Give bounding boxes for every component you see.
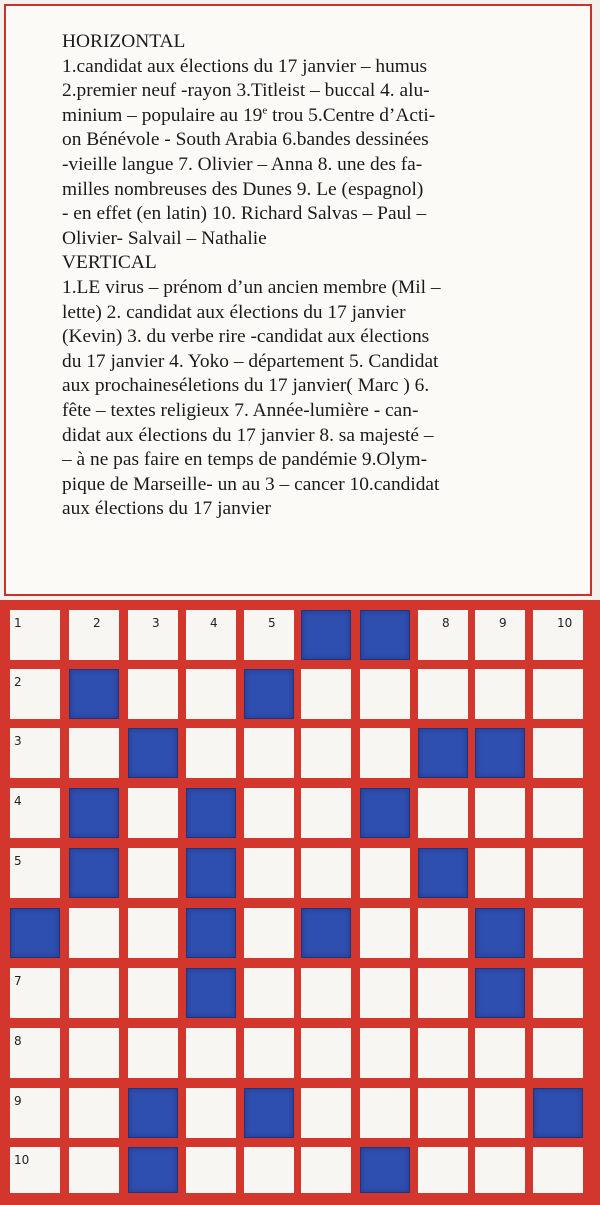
cell-number: 3: [152, 616, 160, 630]
grid-cell[interactable]: [533, 788, 583, 838]
grid-cell[interactable]: [128, 968, 178, 1018]
grid-cell[interactable]: [360, 908, 410, 958]
vertical-clue-line-5: aux prochaineséletions du 17 janvier( Marc ) 6.: [62, 375, 430, 397]
grid-cell[interactable]: [244, 788, 294, 838]
grid-cell[interactable]: [128, 788, 178, 838]
grid-cell[interactable]: [128, 669, 178, 719]
black-cell: [69, 788, 119, 838]
grid-cell[interactable]: [301, 848, 351, 898]
vertical-clue-line-3: (Kevin) 3. du verbe rire -candidat aux élections: [62, 326, 430, 348]
grid-cell[interactable]: [128, 908, 178, 958]
grid-cell[interactable]: [244, 1028, 294, 1078]
black-cell: [244, 669, 294, 719]
cell-number: 10: [14, 1153, 30, 1167]
cell-number: 9: [14, 1094, 22, 1108]
grid-cell[interactable]: [533, 610, 583, 660]
horizontal-clue-line-7: - en effet (en latin) 10. Richard Salvas – Paul –: [62, 203, 427, 225]
grid-cell[interactable]: [360, 1028, 410, 1078]
grid-cell[interactable]: [533, 848, 583, 898]
grid-cell[interactable]: [360, 848, 410, 898]
horizontal-clue-line-3: [62, 104, 572, 129]
grid-cell[interactable]: [69, 728, 119, 778]
cell-number: 9: [499, 616, 507, 630]
cell-number: 7: [14, 974, 22, 988]
grid-cell[interactable]: [418, 1147, 468, 1193]
black-cell: [301, 610, 351, 660]
grid-cell[interactable]: [533, 908, 583, 958]
cell-number: 4: [210, 616, 218, 630]
grid-cell[interactable]: [301, 1088, 351, 1138]
grid-cell[interactable]: [475, 1147, 525, 1193]
grid-cell[interactable]: [186, 669, 236, 719]
grid-cell[interactable]: [244, 728, 294, 778]
grid-cell[interactable]: [475, 610, 525, 660]
grid-cell[interactable]: [418, 610, 468, 660]
grid-cell[interactable]: [360, 669, 410, 719]
cell-number: 8: [442, 616, 450, 630]
vertical-clue-line-2: lette) 2. candidat aux élections du 17 janvier: [62, 301, 406, 323]
grid-cell[interactable]: [418, 1028, 468, 1078]
horizontal-clues: [62, 55, 572, 252]
grid-cell[interactable]: [475, 848, 525, 898]
grid-cell[interactable]: [10, 968, 60, 1018]
grid-cell[interactable]: [244, 1147, 294, 1193]
black-cell: [360, 1147, 410, 1193]
black-cell: [128, 728, 178, 778]
grid-cell[interactable]: [69, 968, 119, 1018]
grid-cell[interactable]: [418, 788, 468, 838]
horizontal-clue-line-8: Olivier- Salvail – Nathalie: [62, 227, 267, 249]
cell-number: 3: [14, 734, 22, 748]
grid-cell[interactable]: [69, 610, 119, 660]
grid-cell[interactable]: [533, 728, 583, 778]
grid-cell[interactable]: [244, 968, 294, 1018]
grid-cell[interactable]: [533, 968, 583, 1018]
horizontal-clue-line-3-main: minium – populaire au 19: [62, 104, 263, 126]
grid-cell[interactable]: [128, 848, 178, 898]
grid-cell[interactable]: [69, 1088, 119, 1138]
grid-cell[interactable]: [533, 1147, 583, 1193]
grid-cell[interactable]: [186, 1028, 236, 1078]
grid-cell[interactable]: [418, 1088, 468, 1138]
grid-cell[interactable]: [69, 1147, 119, 1193]
grid-cell[interactable]: [301, 669, 351, 719]
black-cell: [186, 968, 236, 1018]
horizontal-clue-line-1: 1.candidat aux élections du 17 janvier – humus: [62, 55, 428, 77]
grid-cell[interactable]: [10, 669, 60, 719]
grid-cell[interactable]: [533, 669, 583, 719]
grid-cell[interactable]: [475, 788, 525, 838]
black-cell: [128, 1147, 178, 1193]
superscript-e: e: [262, 104, 268, 117]
horizontal-clue-line-5: -vieille langue 7. Olivier – Anna 8. une des fa-: [62, 153, 423, 175]
vertical-clue-line-8: – à ne pas faire en temps de pandémie 9.Olym-: [62, 449, 428, 471]
vertical-clue-line-1: 1.LE virus – prénom d’un ancien membre (Mil –: [62, 276, 441, 298]
vertical-clues: [62, 276, 572, 522]
grid-cell[interactable]: [301, 728, 351, 778]
grid-cell[interactable]: [533, 1028, 583, 1078]
cell-number: 5: [14, 854, 22, 868]
cell-number: 8: [14, 1034, 22, 1048]
cell-number: 5: [268, 616, 276, 630]
grid-cell[interactable]: [10, 728, 60, 778]
grid-cell[interactable]: [10, 610, 60, 660]
crossword-grid: [0, 600, 600, 1205]
grid-cell[interactable]: [186, 728, 236, 778]
horizontal-clue-line-3-tail: trou 5.Centre d’Acti-: [267, 104, 436, 126]
black-cell: [418, 728, 468, 778]
vertical-clue-line-6: fête – textes religieux 7. Année-lumière - can-: [62, 399, 419, 421]
grid-cell[interactable]: [186, 1147, 236, 1193]
grid-cell[interactable]: [418, 968, 468, 1018]
grid-cell[interactable]: [418, 908, 468, 958]
grid-cell[interactable]: [10, 848, 60, 898]
grid-cell[interactable]: [475, 1028, 525, 1078]
cell-number: 2: [14, 675, 22, 689]
horizontal-clue-line-4: on Bénévole - South Arabia 6.bandes dessinées: [62, 129, 429, 151]
grid-cell[interactable]: [128, 610, 178, 660]
vertical-clue-line-9: pique de Marseille- un au 3 – cancer 10.candidat: [62, 473, 440, 495]
vertical-clue-line-10: aux élections du 17 janvier: [62, 498, 271, 520]
black-cell: [186, 788, 236, 838]
grid-cell[interactable]: [301, 788, 351, 838]
grid-cell[interactable]: [10, 1147, 60, 1193]
black-cell: [475, 968, 525, 1018]
black-cell: [128, 1088, 178, 1138]
black-cell: [360, 788, 410, 838]
grid-cell[interactable]: [186, 610, 236, 660]
black-cell: [301, 908, 351, 958]
grid-cell[interactable]: [69, 908, 119, 958]
black-cell: [69, 669, 119, 719]
black-cell: [533, 1088, 583, 1138]
black-cell: [10, 908, 60, 958]
grid-cell[interactable]: [186, 1088, 236, 1138]
grid-cell[interactable]: [475, 669, 525, 719]
cell-number: 2: [93, 616, 101, 630]
vertical-clue-line-7: didat aux élections du 17 janvier 8. sa majesté –: [62, 424, 434, 446]
cell-number: 10: [557, 616, 573, 630]
horizontal-clue-line-2: 2.premier neuf -rayon 3.Titleist – buccal 4. alu-: [62, 80, 430, 102]
grid-cell[interactable]: [10, 1028, 60, 1078]
black-cell: [69, 848, 119, 898]
clues-panel: [4, 4, 592, 596]
grid-cell[interactable]: [301, 1028, 351, 1078]
grid-cell[interactable]: [244, 848, 294, 898]
black-cell: [475, 908, 525, 958]
grid-cell[interactable]: [301, 968, 351, 1018]
grid-cell[interactable]: [360, 728, 410, 778]
grid-cell[interactable]: [128, 1028, 178, 1078]
black-cell: [186, 848, 236, 898]
black-cell: [475, 728, 525, 778]
grid-cell[interactable]: [69, 1028, 119, 1078]
vertical-heading: VERTICAL: [62, 252, 157, 274]
grid-cell[interactable]: [418, 669, 468, 719]
black-cell: [244, 1088, 294, 1138]
grid-cell[interactable]: [360, 968, 410, 1018]
grid-cell[interactable]: [301, 1147, 351, 1193]
cell-number: 1: [14, 616, 22, 630]
horizontal-clue-line-6: milles nombreuses des Dunes 9. Le (espagnol): [62, 178, 424, 200]
black-cell: [418, 848, 468, 898]
grid-cell[interactable]: [10, 1088, 60, 1138]
black-cell: [186, 908, 236, 958]
cell-number: 4: [14, 794, 22, 808]
black-cell: [360, 610, 410, 660]
vertical-clue-line-4: du 17 janvier 4. Yoko – département 5. Candidat: [62, 350, 439, 372]
horizontal-heading: HORIZONTAL: [62, 31, 186, 52]
grid-cell[interactable]: [244, 610, 294, 660]
grid-cell[interactable]: [10, 788, 60, 838]
grid-cell[interactable]: [475, 1088, 525, 1138]
grid-cell[interactable]: [360, 1088, 410, 1138]
grid-cell[interactable]: [244, 908, 294, 958]
